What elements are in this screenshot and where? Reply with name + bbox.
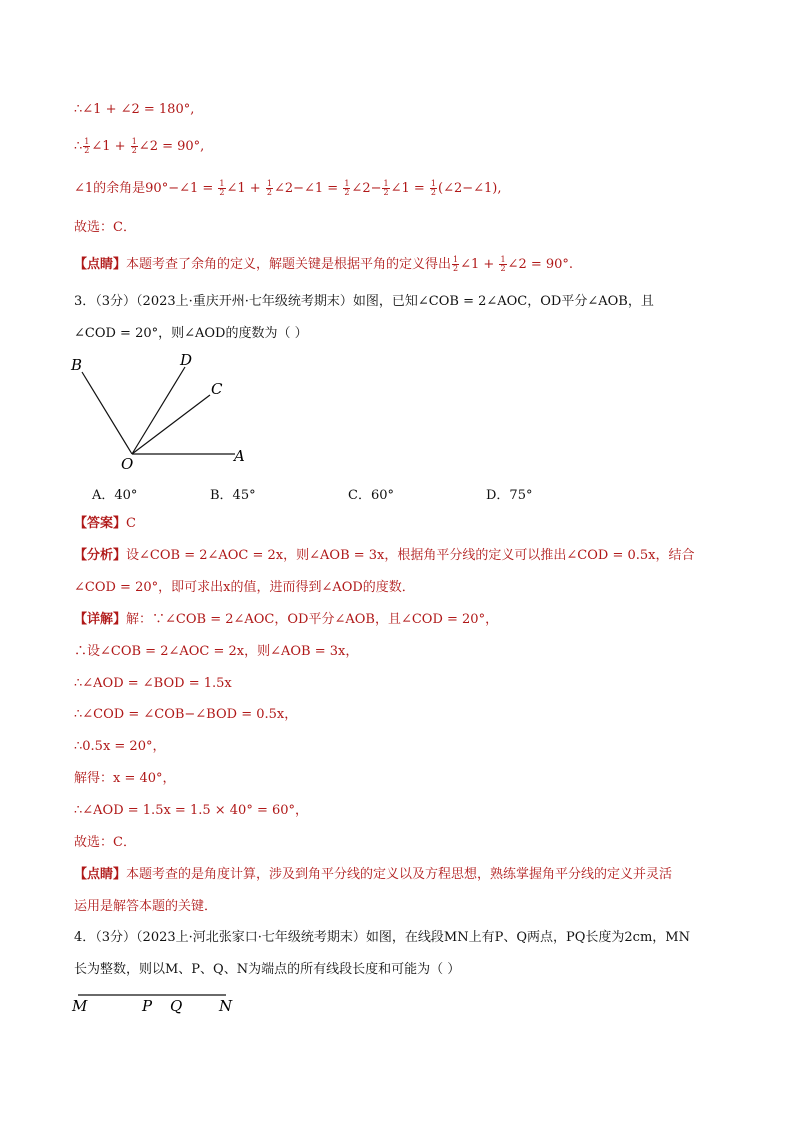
text-segment: 设∠COB = 2∠AOC = 2x，则∠AOB = 3x，根据角平分线的定义可以推出∠COD = 0.5x，结合 xyxy=(126,548,695,563)
text-segment: 本题考查的是角度计算，涉及到角平分线的定义以及方程思想，熟练掌握角平分线的定义并灵活 xyxy=(126,867,673,882)
detail-line-6: 解得：x = 40°， xyxy=(74,771,176,786)
solution-choice: 故选：C． xyxy=(74,220,136,235)
analysis-tag: 【分析】 xyxy=(74,548,127,563)
label-m: M xyxy=(72,997,88,1015)
text-segment: ∠2 = 90°. xyxy=(507,257,574,272)
answer-tag: 【答案】 xyxy=(74,516,127,531)
fraction-half: $\frac{1}{2}$ xyxy=(453,255,459,273)
detail-line-1 xyxy=(74,611,498,629)
fraction-half: $\frac{1}{2}$ xyxy=(84,137,90,155)
text-segment: 解：∵∠COB = 2∠AOC，OD平分∠AOB，且∠COD = 20°， xyxy=(126,612,499,627)
question-3-line-2: ∠COD = 20°，则∠AOD的度数为（ ） xyxy=(74,326,308,341)
text-segment: ∠1 + xyxy=(91,139,130,154)
label-n: N xyxy=(219,997,233,1015)
detail-line-4: ∴∠COD = ∠COB−∠BOD = 0.5x， xyxy=(74,707,298,722)
fraction-half: $\frac{1}{2}$ xyxy=(131,137,137,155)
text-segment: ∠1 = xyxy=(390,181,429,196)
ray-od xyxy=(132,367,185,454)
detail-line-7: ∴∠AOD = 1.5x = 1.5 × 40° = 60°， xyxy=(74,803,309,818)
option-d: D．75° xyxy=(486,488,533,503)
fraction-half: $\frac{1}{2}$ xyxy=(219,179,225,197)
label-c: C xyxy=(211,380,223,398)
text-segment: ∠1的余角是90°−∠1 = xyxy=(74,181,218,196)
detail-line-3: ∴∠AOD = ∠BOD = 1.5x xyxy=(74,676,232,691)
detail-line-8: 故选：C． xyxy=(74,835,136,850)
text-segment: ∠2 = 90°, xyxy=(138,139,205,154)
text-segment: ∠1 + xyxy=(226,181,265,196)
label-o: O xyxy=(121,455,134,473)
analysis-line-2: ∠COD = 20°，即可求出x的值，进而得到∠AOD的度数． xyxy=(74,580,415,595)
label-b: B xyxy=(71,356,83,374)
answer-line xyxy=(74,515,136,533)
text-segment: 本题考查了余角的定义，解题关键是根据平角的定义得出 xyxy=(126,257,452,272)
therefore-symbol: ∴ xyxy=(74,139,83,154)
ray-oc xyxy=(132,395,210,454)
question-4-line-2: 长为整数，则以M、P、Q、N为端点的所有线段长度和可能为（ ） xyxy=(74,962,461,977)
comment-tag: 【点睛】 xyxy=(74,257,127,272)
segment-figure xyxy=(66,985,246,1017)
fraction-half: $\frac{1}{2}$ xyxy=(344,179,350,197)
label-d: D xyxy=(180,351,193,369)
ray-ob xyxy=(82,372,132,454)
angle-figure xyxy=(60,345,260,475)
question-3-line-1: 3．（3分）（2023上·重庆开州·七年级统考期末）如图，已知∠COB = 2∠AOC，OD平分∠AOB，且 xyxy=(74,294,654,309)
detail-line-5: ∴0.5x = 20°， xyxy=(74,739,166,754)
comment-line xyxy=(74,256,573,274)
option-a: A．40° xyxy=(92,488,138,503)
option-b: B．45° xyxy=(210,488,256,503)
text-segment: ∠2− xyxy=(351,181,382,196)
solution-line-3 xyxy=(74,180,502,198)
text-segment: ∠1 + xyxy=(460,257,499,272)
text-segment: ∠2−∠1 = xyxy=(273,181,343,196)
solution-line-1: ∴∠1 + ∠2 = 180°, xyxy=(74,102,195,117)
fraction-half: $\frac{1}{2}$ xyxy=(430,179,436,197)
analysis-line-1 xyxy=(74,547,694,565)
label-q: Q xyxy=(170,997,183,1015)
comment-2-line-1 xyxy=(74,866,672,884)
fraction-half: $\frac{1}{2}$ xyxy=(266,179,272,197)
fraction-half: $\frac{1}{2}$ xyxy=(383,179,389,197)
detail-tag: 【详解】 xyxy=(74,612,127,627)
label-a: A xyxy=(234,447,245,465)
label-p: P xyxy=(142,997,153,1015)
detail-line-2: ∴设∠COB = 2∠AOC = 2x，则∠AOB = 3x， xyxy=(74,644,359,659)
comment-2-line-2: 运用是解答本题的关键． xyxy=(74,899,218,914)
solution-line-2 xyxy=(74,138,204,156)
fraction-half: $\frac{1}{2}$ xyxy=(500,255,506,273)
comment-2-tag: 【点睛】 xyxy=(74,867,127,882)
text-segment: (∠2−∠1), xyxy=(438,181,502,196)
option-c: C．60° xyxy=(348,488,394,503)
answer-value: C xyxy=(126,516,136,531)
question-4-line-1: 4．（3分）（2023上·河北张家口·七年级统考期末）如图，在线段MN上有P、Q两点，PQ长度为2cm，MN xyxy=(74,930,690,945)
